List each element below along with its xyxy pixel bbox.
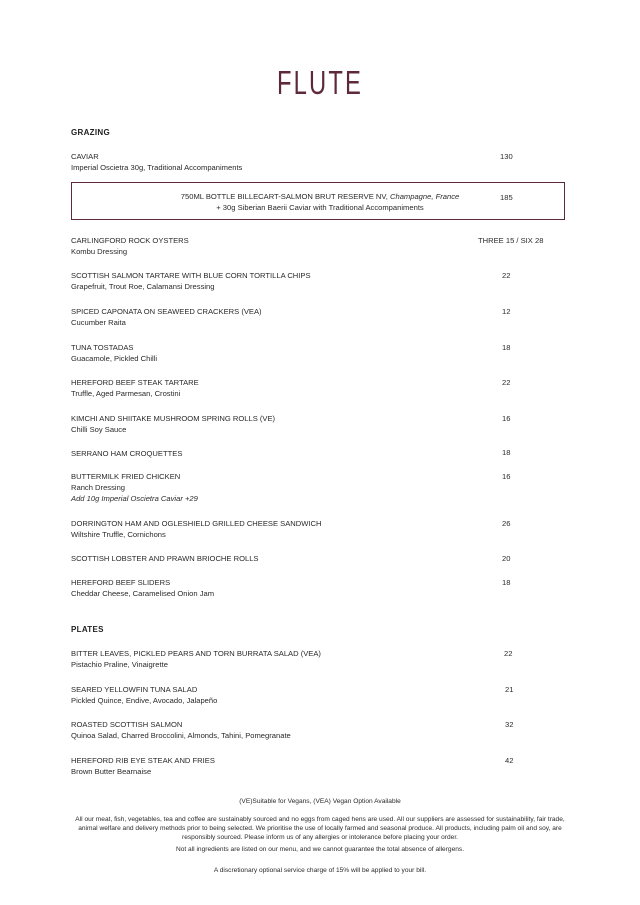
item-price: 22 (502, 271, 511, 280)
item-description: Pickled Quince, Endive, Avocado, Jalapeño (71, 696, 218, 705)
service-charge-notice: A discretionary optional service charge of 15% will be applied to your bill. (213, 867, 427, 874)
menu-item (71, 684, 471, 706)
item-price: 22 (502, 378, 511, 387)
item-description: Chilli Soy Sauce (71, 425, 127, 434)
featured-pairing-box (71, 182, 565, 220)
item-add-on: Add 10g Imperial Oscietra Caviar +29 (71, 494, 198, 503)
item-description: Cucumber Raita (71, 318, 126, 327)
allergen-notice: Not all ingredients are listed on our menu, and we cannot guarantee the total absence of allergens. (175, 846, 465, 853)
item-name: HEREFORD RIB EYE STEAK AND FRIES (71, 756, 215, 765)
menu-item (71, 553, 471, 564)
menu-item (71, 648, 471, 670)
item-name: HEREFORD BEEF SLIDERS (71, 578, 171, 587)
item-price: 32 (505, 720, 514, 729)
item-description: Wiltshire Truffle, Cornichons (71, 530, 166, 539)
menu-item (71, 235, 471, 257)
pairing-region: Champagne, France (389, 192, 460, 201)
item-price: 130 (500, 152, 513, 161)
item-name: CARLINGFORD ROCK OYSTERS (71, 236, 189, 245)
item-name: SEARED YELLOWFIN TUNA SALAD (71, 685, 198, 694)
item-description: Pistachio Praline, Vinaigrette (71, 660, 168, 669)
item-description: Guacamole, Pickled Chilli (71, 354, 158, 363)
item-price: THREE 15 / SIX 28 (478, 236, 544, 245)
item-description: Grapefruit, Trout Roe, Calamansi Dressing (71, 282, 215, 291)
sourcing-statement: All our meat, fish, vegetables, tea and coffee are sustainably sourced and no eggs from caged hens are used. All our suppliers are assessed for sustainability, fair trade, animal welfare and delivery methods prior to being selected. We prioritise the use of locally farmed and seasonal produce. All products, including palm oil and soy, are responsibly sourced. Please inform us of any allergies or intolerance before placing your order. (75, 816, 565, 841)
item-description: Brown Butter Bearnaise (71, 767, 152, 776)
item-price: 12 (502, 307, 511, 316)
section-heading-plates: PLATES (71, 625, 104, 634)
menu-item (71, 518, 471, 540)
item-name: ROASTED SCOTTISH SALMON (71, 720, 183, 729)
menu-item (71, 755, 471, 777)
item-price: 18 (502, 448, 511, 457)
item-price: 20 (502, 554, 511, 563)
menu-item (71, 306, 471, 328)
pairing-description: + 30g Siberian Baerii Caviar with Traditional Accompaniments (216, 203, 424, 212)
item-name: BUTTERMILK FRIED CHICKEN (71, 472, 181, 481)
menu-item (71, 471, 471, 504)
item-name: KIMCHI AND SHIITAKE MUSHROOM SPRING ROLLS (VE) (71, 414, 276, 423)
item-name: SPICED CAPONATA ON SEAWEED CRACKERS (VEA) (71, 307, 262, 316)
item-name: DORRINGTON HAM AND OGLESHIELD GRILLED CHEESE SANDWICH (71, 519, 322, 528)
item-price: 18 (502, 578, 511, 587)
item-price: 16 (502, 472, 511, 481)
item-description: Ranch Dressing (71, 483, 126, 492)
menu-item (71, 719, 471, 741)
item-name: SCOTTISH LOBSTER AND PRAWN BRIOCHE ROLLS (71, 554, 259, 563)
menu-item (71, 577, 471, 599)
item-name: CAVIAR (71, 152, 99, 161)
item-name: HEREFORD BEEF STEAK TARTARE (71, 378, 199, 387)
item-price: 26 (502, 519, 511, 528)
menu-item (71, 448, 471, 459)
item-name: BITTER LEAVES, PICKLED PEARS AND TORN BURRATA SALAD (VEA) (71, 649, 321, 658)
menu-item-caviar (71, 151, 471, 173)
item-price: 42 (505, 756, 514, 765)
pairing-price: 185 (500, 193, 513, 202)
menu-title: FLUTE (276, 64, 364, 101)
item-price: 22 (504, 649, 513, 658)
item-description: Cheddar Cheese, Caramelised Onion Jam (71, 589, 215, 598)
item-description: Truffle, Aged Parmesan, Crostini (71, 389, 181, 398)
menu-item (71, 377, 471, 399)
item-price: 21 (505, 685, 514, 694)
item-description: Imperial Oscietra 30g, Traditional Accompaniments (71, 163, 243, 172)
menu-item (71, 270, 471, 292)
item-description: Quinoa Salad, Charred Broccolini, Almonds, Tahini, Pomegranate (71, 731, 291, 740)
item-name: SERRANO HAM CROQUETTES (71, 449, 183, 458)
item-name: SCOTTISH SALMON TARTARE WITH BLUE CORN TORTILLA CHIPS (71, 271, 311, 280)
item-price: 18 (502, 343, 511, 352)
pairing-wine: 750ML BOTTLE BILLECART-SALMON BRUT RESERVE NV, (180, 192, 388, 201)
item-price: 16 (502, 414, 511, 423)
item-name: TUNA TOSTADAS (71, 343, 134, 352)
dietary-legend: (VE)Suitable for Vegans, (VEA) Vegan Option Available (239, 798, 401, 805)
section-heading-grazing: GRAZING (71, 128, 110, 137)
pairing-title (72, 192, 568, 201)
item-description: Kombu Dressing (71, 247, 128, 256)
menu-item (71, 342, 471, 364)
menu-item (71, 413, 471, 435)
